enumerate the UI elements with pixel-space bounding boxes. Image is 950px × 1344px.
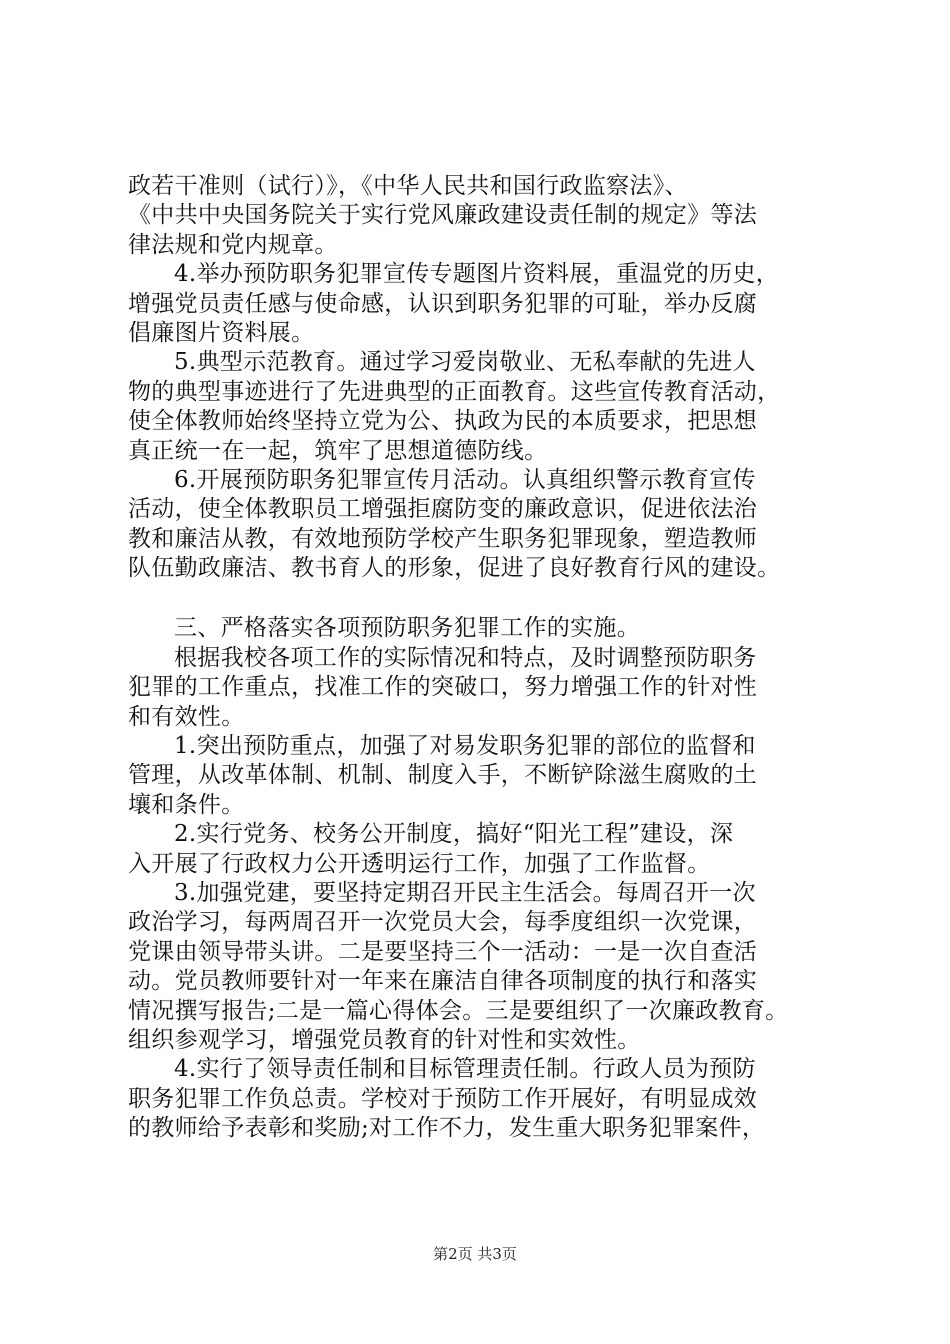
text-line: 《中共中央国务院关于实行党风廉政建设责任制的规定》等法 (128, 202, 758, 229)
text-line: 物的典型事迹进行了先进典型的正面教育。这些宣传教育活动， (128, 378, 781, 405)
paragraph-item-3: 3.加强党建，要坚持定期召开民主生活会。每周召开一次 (174, 879, 756, 906)
text-line: 壤和条件。 (128, 791, 245, 818)
text-line: 活动，使全体教职员工增强拒腐防变的廉政意识，促进依法治 (128, 496, 758, 523)
text-line: 的教师给予表彰和奖励;对工作不力，发生重大职务犯罪案件， (128, 1115, 766, 1142)
paragraph-item-5: 5.典型示范教育。通过学习爱岗敬业、无私奉献的先进人 (174, 349, 756, 376)
text-line: 增强党员责任感与使命感，认识到职务犯罪的可耻，举办反腐 (128, 290, 758, 317)
text-line: 使全体教师始终坚持立党为公、执政为民的本质要求，把思想 (128, 408, 758, 435)
text-line: 真正统一在一起，筑牢了思想道德防线。 (128, 437, 548, 464)
text-line: 入开展了行政权力公开透明运行工作，加强了工作监督。 (128, 850, 711, 877)
text-line: 倡廉图片资料展。 (128, 319, 315, 346)
text-line: 动。党员教师要针对一年来在廉洁自律各项制度的执行和落实 (128, 968, 758, 995)
section-heading: 三、严格落实各项预防职务犯罪工作的实施。 (174, 615, 640, 642)
page-number-footer: 第2页 共3页 (433, 1245, 517, 1263)
paragraph-gap (128, 583, 830, 614)
paragraph-item-4: 4.举办预防职务犯罪宣传专题图片资料展，重温党的历史， (174, 261, 780, 288)
text-line: 政治学习，每两周召开一次党员大会，每季度组织一次党课， (128, 909, 758, 936)
paragraph-item-4b: 4.实行了领导责任制和目标管理责任制。行政人员为预防 (174, 1056, 756, 1083)
paragraph-intro: 根据我校各项工作的实际情况和特点，及时调整预防职务 (174, 644, 757, 671)
text-line: 政若干准则（试行）》，《中华人民共和国行政监察法》、 (128, 173, 688, 199)
paragraph-item-2: 2.实行党务、校务公开制度，搞好“阳光工程”建设，深 (174, 821, 734, 848)
document-body (128, 172, 830, 1144)
text-line: 教和廉洁从教，有效地预防学校产生职务犯罪现象，塑造教师 (128, 525, 758, 552)
text-line: 组织参观学习，增强党员教育的针对性和实效性。 (128, 1026, 641, 1053)
paragraph-item-6: 6.开展预防职务犯罪宣传月活动。认真组织警示教育宣传 (174, 466, 756, 493)
text-line: 情况撰写报告;二是一篇心得体会。三是要组织了一次廉政教育。 (128, 997, 789, 1024)
text-line: 职务犯罪工作负总责。学校对于预防工作开展好，有明显成效 (128, 1085, 758, 1112)
text-line: 和有效性。 (128, 703, 245, 730)
text-line: 管理，从改革体制、机制、制度入手，不断铲除滋生腐败的土 (128, 762, 758, 789)
text-line: 队伍勤政廉洁、教书育人的形象，促进了良好教育行风的建设。 (128, 555, 781, 582)
text-line: 犯罪的工作重点，找准工作的突破口，努力增强工作的针对性 (128, 674, 758, 701)
text-line: 党课由领导带头讲。二是要坚持三个一活动：一是一次自查活 (128, 938, 758, 965)
paragraph-item-1: 1.突出预防重点，加强了对易发职务犯罪的部位的监督和 (174, 733, 756, 760)
text-line: 律法规和党内规章。 (128, 231, 338, 258)
